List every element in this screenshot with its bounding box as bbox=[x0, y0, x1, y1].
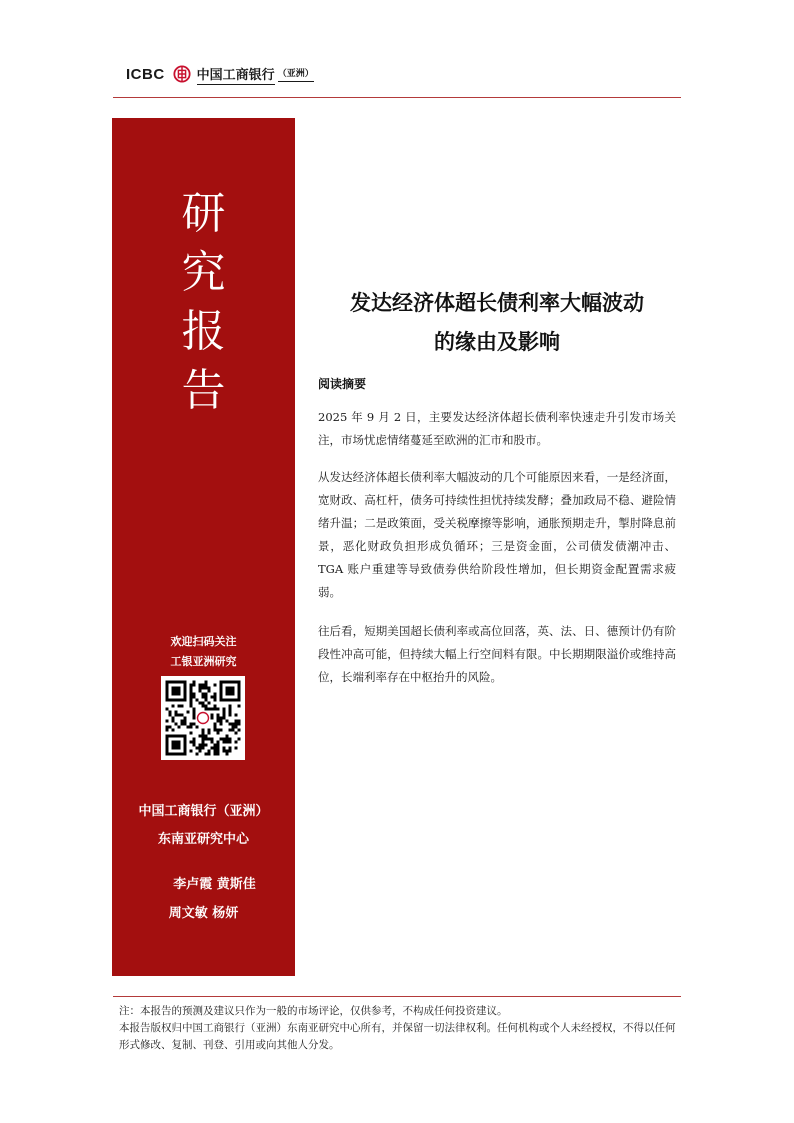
report-type-title bbox=[112, 184, 295, 420]
authors bbox=[112, 870, 295, 928]
top-divider bbox=[113, 97, 681, 98]
author-line: 周文敏 杨妍 bbox=[168, 906, 239, 921]
qr-code-icon bbox=[161, 676, 245, 760]
follow-prompt bbox=[112, 632, 295, 672]
org-line: 中国工商银行（亚洲） bbox=[138, 804, 269, 819]
follow-line: 欢迎扫码关注 bbox=[170, 635, 237, 648]
abstract-paragraph: 从发达经济体超长债利率大幅波动的几个可能原因来看，一是经济面，宽财政、高杠杆，债务可持续性担忧持续发酵；叠加政局不稳、避险情绪升温；二是政策面，受关税摩擦等影响，通胀预期走升，掣肘降息前景，恶化财政负担形成负循环；三是资金面，公司债发债潮冲击、TGA 账户重建等导致债券供给阶段性增加，但长期资金配置需求疲弱。 bbox=[318, 470, 676, 599]
bank-name-suffix: （亚洲） bbox=[278, 66, 314, 82]
report-title bbox=[317, 284, 677, 362]
icbc-logo-icon bbox=[173, 65, 191, 83]
icbc-logo-text: ICBC bbox=[126, 65, 165, 83]
organization bbox=[112, 798, 295, 854]
disclaimer-line: 注：本报告的预测及建议只作为一般的市场评论，仅供参考，不构成任何投资建议。 bbox=[119, 1005, 508, 1017]
report-title-line: 发达经济体超长债利率大幅波动 bbox=[350, 291, 644, 315]
disclaimer bbox=[119, 1003, 679, 1054]
abstract-paragraph: 往后看，短期美国超长债利率或高位回落，英、法、日、德预计仍有阶段性冲高可能，但持续大幅上行空间料有限。中长期期限溢价或维持高位，长端利率存在中枢抬升的风险。 bbox=[318, 624, 676, 684]
copyright-notice: 本报告版权归中国工商银行（亚洲）东南亚研究中心所有，并保留一切法律权利。任何机构或个人未经授权，不得以任何形式修改、复制、刊登、引用或向其他人分发。 bbox=[119, 1022, 676, 1051]
bank-name: 中国工商银行 bbox=[197, 64, 275, 85]
title-char: 究 bbox=[181, 247, 226, 298]
abstract-paragraph: 2025 年 9 月 2 日，主要发达经济体超长债利率快速走升引发市场关注，市场忧虑情绪蔓延至欧洲的汇市和股市。 bbox=[318, 410, 676, 447]
title-char: 研 bbox=[181, 188, 226, 239]
report-title-line: 的缘由及影响 bbox=[434, 330, 560, 354]
qr-code[interactable] bbox=[161, 676, 245, 760]
org-line: 东南亚研究中心 bbox=[157, 832, 249, 847]
title-char: 告 bbox=[181, 365, 226, 416]
author-line: 李卢霞 黄斯佳 bbox=[173, 877, 256, 892]
title-char: 报 bbox=[181, 306, 226, 357]
header bbox=[126, 62, 314, 86]
abstract-heading: 阅读摘要 bbox=[318, 377, 367, 391]
follow-line: 工银亚洲研究 bbox=[170, 655, 237, 668]
sidebar bbox=[112, 118, 295, 976]
bottom-divider bbox=[113, 996, 681, 997]
